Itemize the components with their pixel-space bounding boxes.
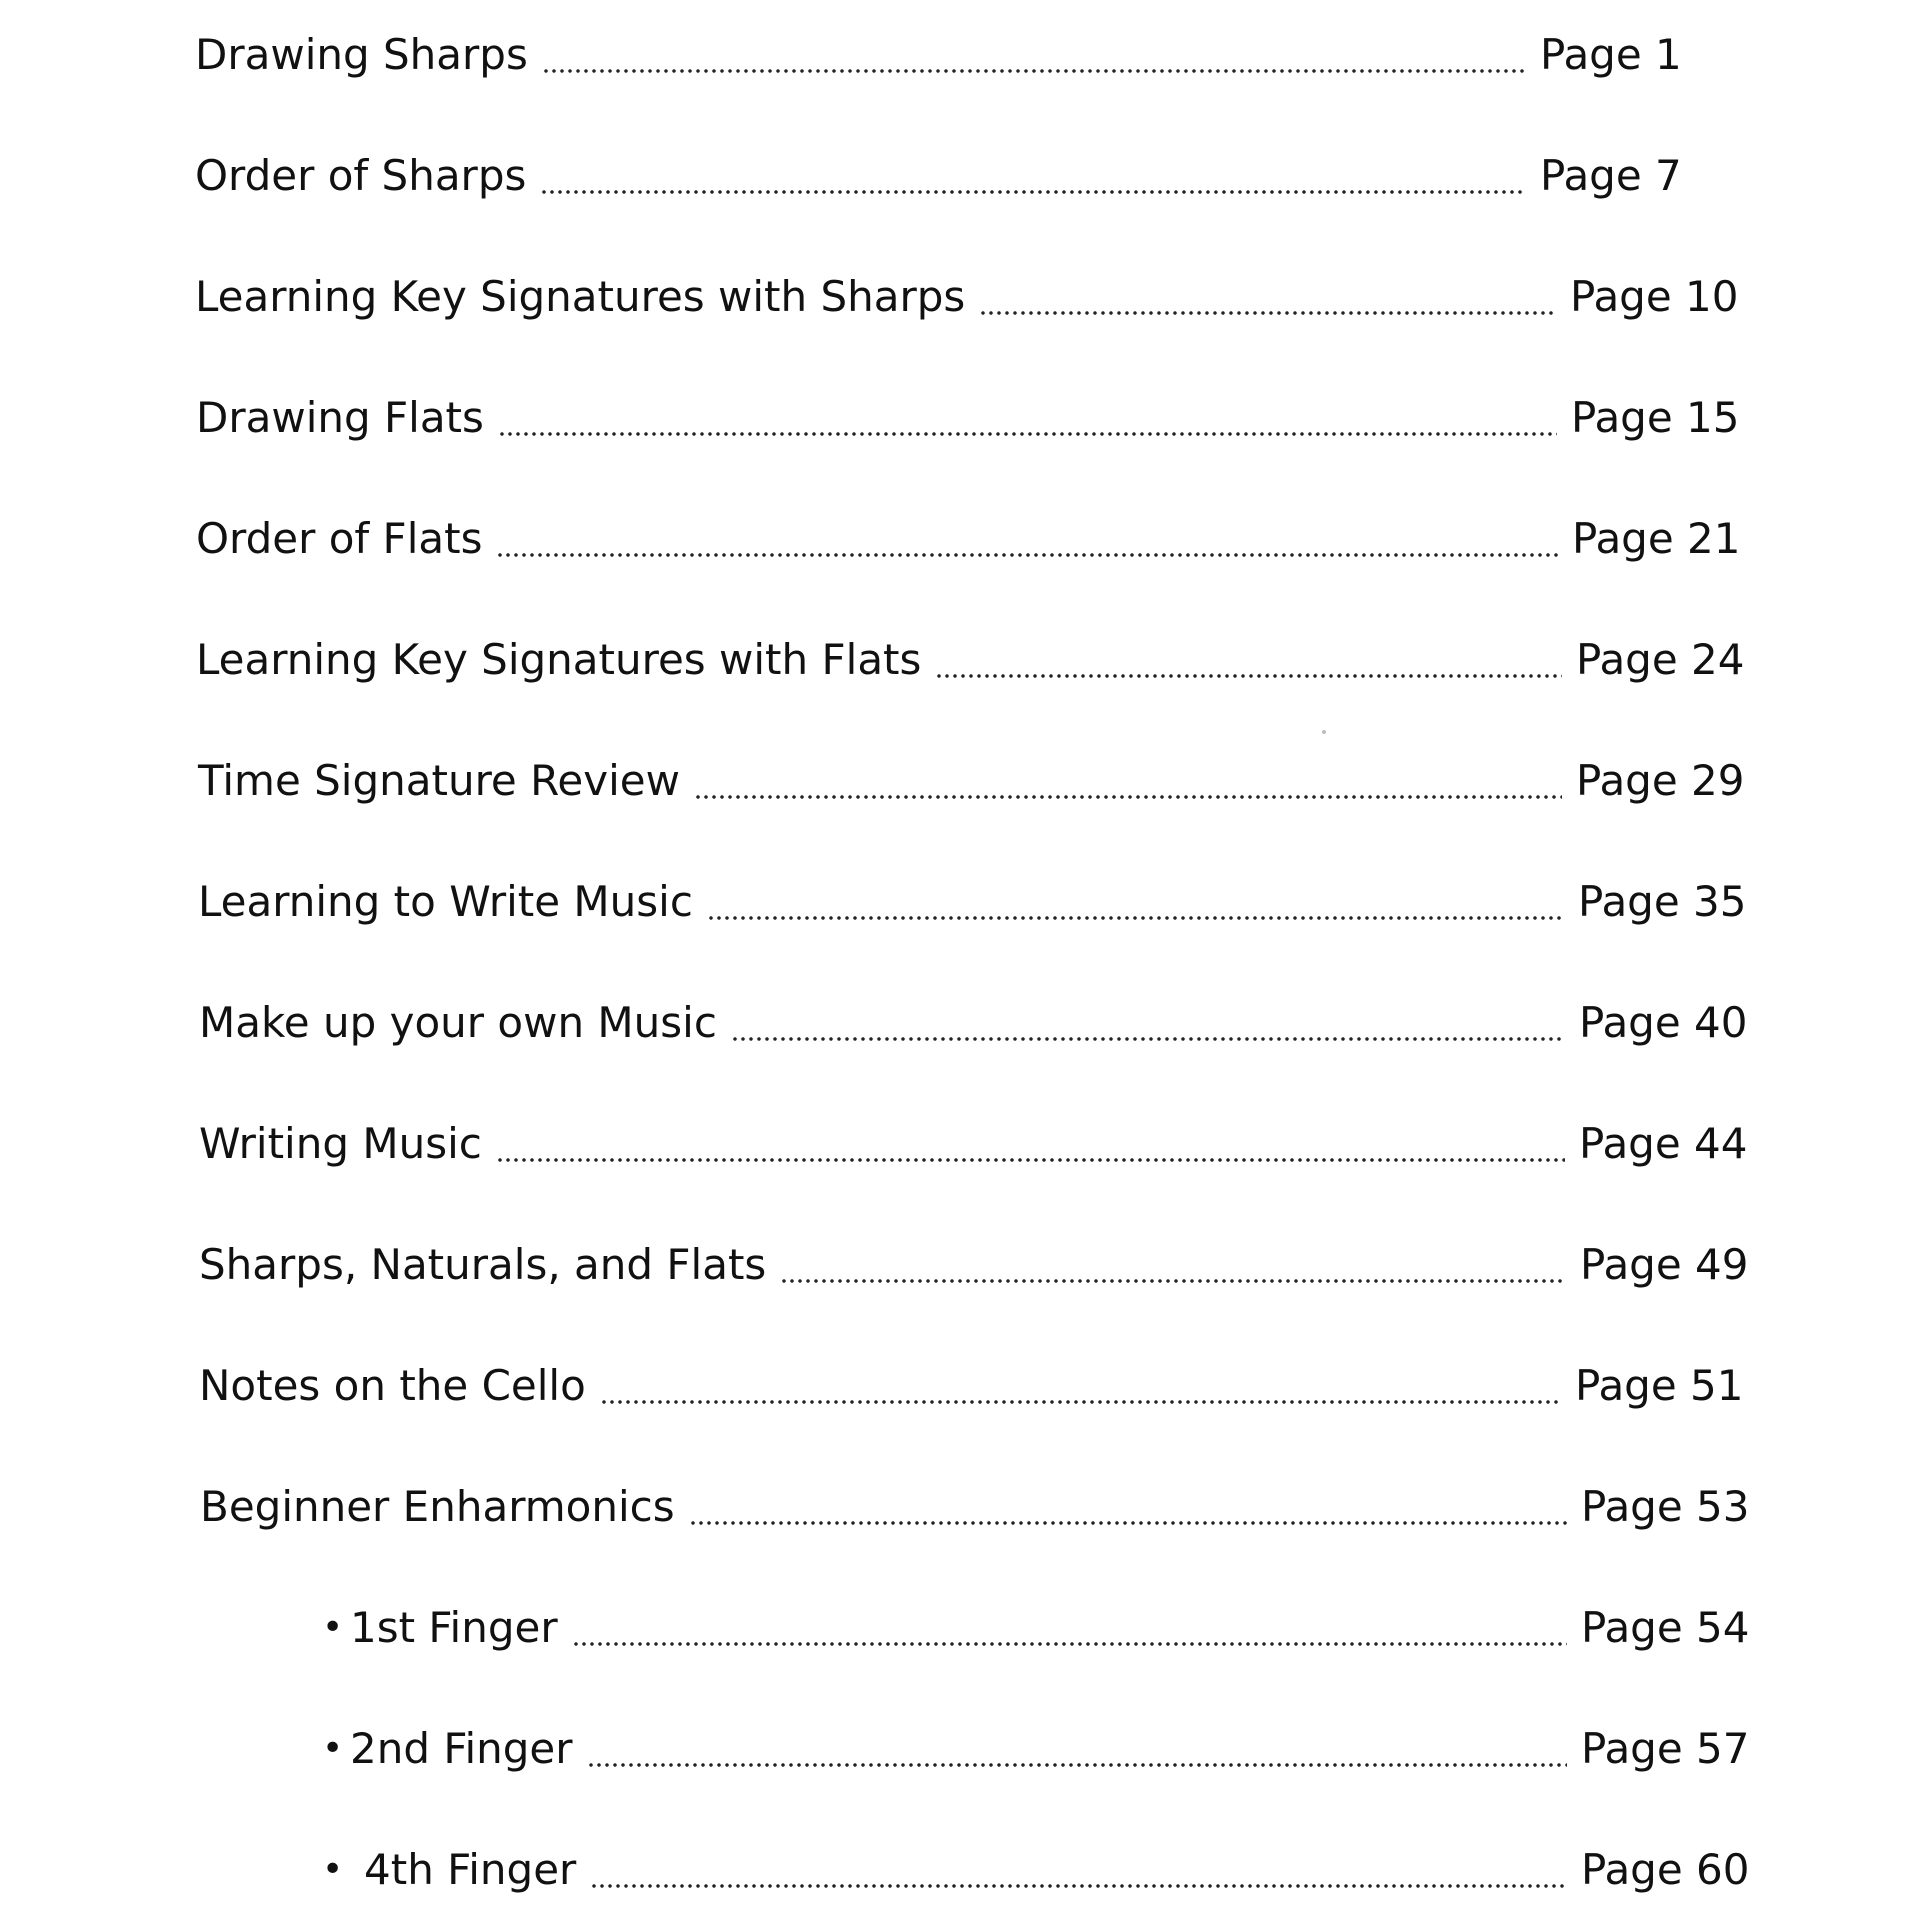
toc-entry-writing-music[interactable] [199,1114,1748,1174]
toc-entry-title: Time Signature Review [198,756,680,805]
toc-subentry-1st-finger[interactable] [322,1598,1750,1658]
toc-entry-title: 4th Finger [364,1845,577,1894]
toc-entry-time-signature-review[interactable] [198,751,1745,811]
toc-entry-title: Beginner Enharmonics [200,1482,675,1531]
dot-leader [542,25,1526,85]
toc-entry-page: Page 49 [1580,1240,1749,1289]
toc-entry-order-of-flats[interactable] [196,509,1741,569]
toc-entry-title: Notes on the Cello [199,1361,586,1410]
toc-entry-page: Page 35 [1578,877,1747,926]
toc-entry-page: Page 7 [1540,151,1682,200]
dot-leader [694,751,1562,811]
dot-leader [498,388,1557,448]
toc-entry-sharps-naturals-flats[interactable] [199,1235,1749,1295]
toc-entry-page: Page 1 [1540,30,1682,79]
toc-entry-page: Page 51 [1575,1361,1744,1410]
dot-leader [979,267,1556,327]
dot-leader [587,1719,1567,1779]
toc-entry-order-of-sharps[interactable] [195,146,1705,206]
dot-leader [572,1598,1567,1658]
dot-leader [496,1114,1565,1174]
dot-leader [935,630,1562,690]
toc-subentry-2nd-finger[interactable] [322,1719,1750,1779]
toc-entry-page: Page 29 [1576,756,1745,805]
dot-leader [731,993,1565,1053]
dot-leader [780,1235,1566,1295]
toc-entry-title: 1st Finger [350,1603,558,1652]
bullet-icon: • [322,1728,344,1769]
toc-entry-page: Page 60 [1581,1845,1750,1894]
toc-entry-title: Drawing Sharps [195,30,528,79]
toc-entry-page: Page 57 [1581,1724,1750,1773]
dot-leader [496,509,1558,569]
toc-entry-title: Order of Sharps [195,151,527,200]
toc-entry-drawing-sharps[interactable] [195,25,1705,85]
toc-entry-title: Make up your own Music [199,998,717,1047]
toc-entry-key-signatures-flats[interactable] [196,630,1745,690]
toc-entry-key-signatures-sharps[interactable] [195,267,1739,327]
toc-entry-page: Page 15 [1571,393,1740,442]
toc-entry-title: Order of Flats [196,514,483,563]
bullet-icon: • [322,1849,344,1890]
toc-entry-page: Page 24 [1576,635,1745,684]
toc-subentry-4th-finger[interactable] [322,1840,1750,1900]
dot-leader [540,146,1526,206]
toc-entry-title: Writing Music [199,1119,482,1168]
toc-entry-title: Learning Key Signatures with Flats [196,635,922,684]
toc-entry-page: Page 10 [1570,272,1739,321]
toc-entry-page: Page 53 [1581,1482,1750,1531]
dot-leader [600,1356,1561,1416]
dot-leader [590,1840,1567,1900]
toc-entry-page: Page 40 [1579,998,1748,1047]
toc-entry-beginner-enharmonics[interactable] [200,1477,1750,1537]
toc-entry-drawing-flats[interactable] [196,388,1740,448]
toc-entry-page: Page 44 [1579,1119,1748,1168]
dot-leader [707,872,1564,932]
toc-entry-page: Page 54 [1581,1603,1750,1652]
dot-leader [689,1477,1567,1537]
toc-entry-title: Drawing Flats [196,393,484,442]
bullet-icon: • [322,1607,344,1648]
toc-entry-title: 2nd Finger [350,1724,573,1773]
toc-entry-learning-to-write-music[interactable] [198,872,1747,932]
scan-speck [1322,730,1326,734]
toc-entry-title: Learning to Write Music [198,877,693,926]
toc-entry-title: Learning Key Signatures with Sharps [195,272,966,321]
toc-entry-title: Sharps, Naturals, and Flats [199,1240,767,1289]
toc-entry-notes-on-the-cello[interactable] [199,1356,1744,1416]
toc-entry-page: Page 21 [1572,514,1741,563]
toc-entry-make-up-your-own-music[interactable] [199,993,1748,1053]
